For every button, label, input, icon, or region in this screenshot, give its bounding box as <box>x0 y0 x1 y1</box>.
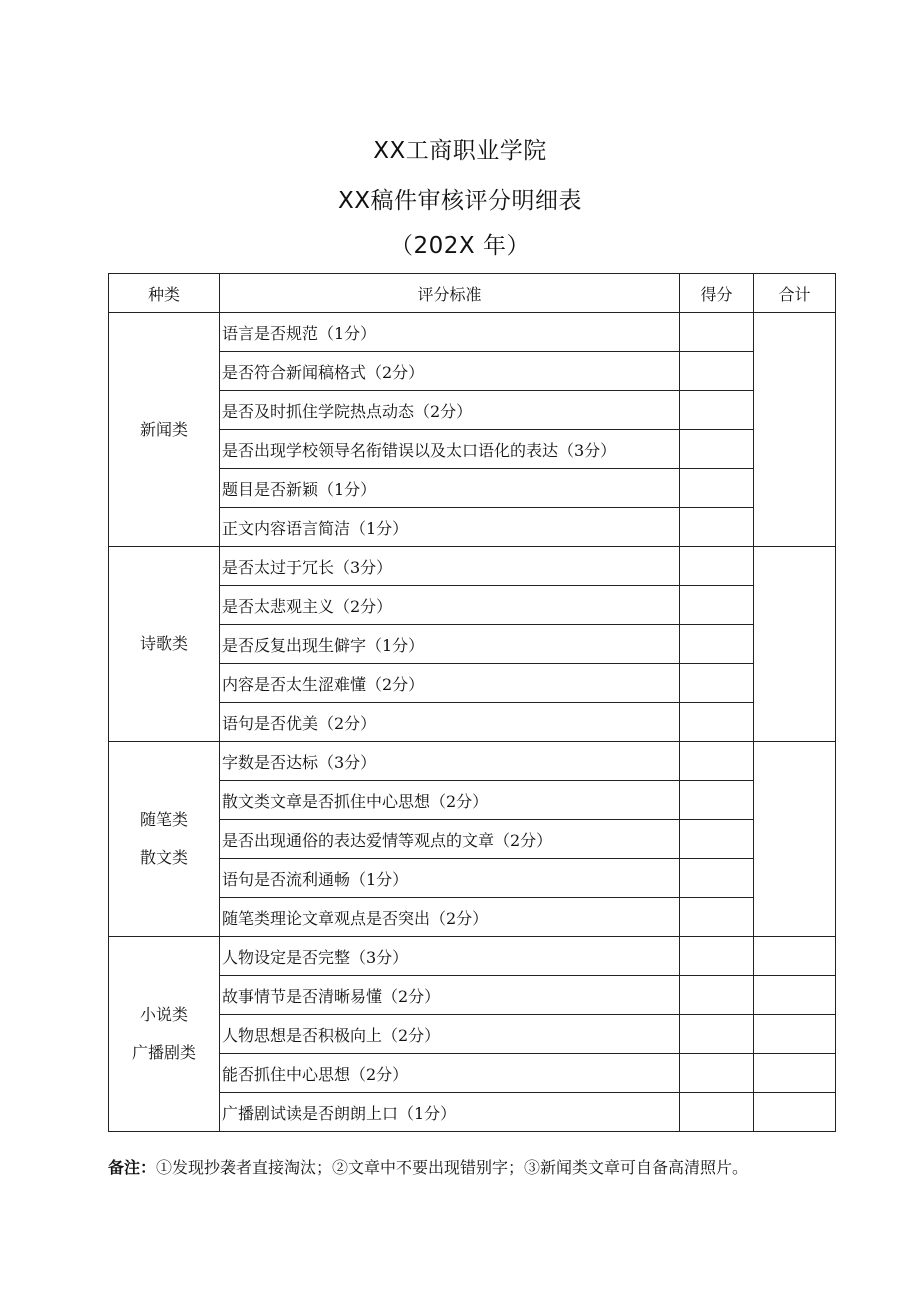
score-input-cell[interactable] <box>680 430 754 469</box>
remarks-label: 备注： <box>108 1158 157 1177</box>
category-label: 诗歌类 <box>139 634 188 653</box>
column-header-total: 合计 <box>754 274 836 313</box>
score-input-cell[interactable] <box>680 313 754 352</box>
score-input-cell[interactable] <box>680 1015 754 1054</box>
score-input-cell[interactable] <box>680 469 754 508</box>
score-input-cell[interactable] <box>680 937 754 976</box>
criterion-cell: 是否反复出现生僻字（1分） <box>220 625 680 664</box>
criterion-cell: 语句是否优美（2分） <box>220 703 680 742</box>
criterion-cell: 散文类文章是否抓住中心思想（2分） <box>220 781 680 820</box>
criterion-cell: 是否太悲观主义（2分） <box>220 586 680 625</box>
table-header-row <box>109 274 836 313</box>
criterion-cell: 随笔类理论文章观点是否突出（2分） <box>220 898 680 937</box>
criterion-cell: 广播剧试读是否朗朗上口（1分） <box>220 1093 680 1132</box>
category-cell <box>109 742 220 937</box>
category-cell <box>109 313 220 547</box>
criterion-cell: 人物思想是否积极向上（2分） <box>220 1015 680 1054</box>
category-cell <box>109 547 220 742</box>
score-input-cell[interactable] <box>680 781 754 820</box>
document-title: XX稿件审核评分明细表 <box>337 188 582 214</box>
total-input-cell[interactable] <box>754 1015 836 1054</box>
score-table-body <box>109 313 836 1132</box>
table-row <box>109 313 836 352</box>
score-input-cell[interactable] <box>680 742 754 781</box>
institution-title: XX工商职业学院 <box>373 138 547 164</box>
score-input-cell[interactable] <box>680 508 754 547</box>
column-header-score: 得分 <box>680 274 754 313</box>
column-header-criteria: 评分标准 <box>220 274 680 313</box>
criterion-cell: 内容是否太生涩难懂（2分） <box>220 664 680 703</box>
table-row <box>109 937 836 976</box>
score-input-cell[interactable] <box>680 820 754 859</box>
category-label: 新闻类 <box>139 419 188 439</box>
score-table <box>108 273 836 1132</box>
total-input-cell[interactable] <box>754 313 836 547</box>
total-input-cell[interactable] <box>754 1093 836 1132</box>
criterion-cell: 是否符合新闻稿格式（2分） <box>220 352 680 391</box>
category-label: 广播剧类 <box>131 1043 196 1062</box>
total-input-cell[interactable] <box>754 547 836 742</box>
criterion-cell: 语言是否规范（1分） <box>220 313 680 352</box>
score-input-cell[interactable] <box>680 352 754 391</box>
score-input-cell[interactable] <box>680 976 754 1015</box>
score-input-cell[interactable] <box>680 703 754 742</box>
category-cell <box>109 937 220 1132</box>
score-input-cell[interactable] <box>680 1093 754 1132</box>
criterion-cell: 是否太过于冗长（3分） <box>220 547 680 586</box>
score-input-cell[interactable] <box>680 898 754 937</box>
score-input-cell[interactable] <box>680 1054 754 1093</box>
criterion-cell: 是否出现通俗的表达爱情等观点的文章（2分） <box>220 820 680 859</box>
remarks <box>108 1152 828 1184</box>
score-input-cell[interactable] <box>680 391 754 430</box>
category-label: 随笔类 <box>139 810 188 829</box>
criterion-cell: 能否抓住中心思想（2分） <box>220 1054 680 1093</box>
score-input-cell[interactable] <box>680 664 754 703</box>
criterion-cell: 字数是否达标（3分） <box>220 742 680 781</box>
total-input-cell[interactable] <box>754 742 836 937</box>
total-input-cell[interactable] <box>754 937 836 976</box>
score-input-cell[interactable] <box>680 859 754 898</box>
criterion-cell: 故事情节是否清晰易懂（2分） <box>220 976 680 1015</box>
criterion-cell: 人物设定是否完整（3分） <box>220 937 680 976</box>
table-row <box>109 547 836 586</box>
score-input-cell[interactable] <box>680 547 754 586</box>
category-label: 散文类 <box>139 848 188 867</box>
column-header-category: 种类 <box>109 274 220 313</box>
category-label: 小说类 <box>139 1005 188 1024</box>
score-input-cell[interactable] <box>680 586 754 625</box>
year-subtitle: （202X 年） <box>390 233 530 259</box>
total-input-cell[interactable] <box>754 1054 836 1093</box>
criterion-cell: 语句是否流利通畅（1分） <box>220 859 680 898</box>
criterion-cell: 正文内容语言简洁（1分） <box>220 508 680 547</box>
table-row <box>109 742 836 781</box>
criterion-cell: 是否及时抓住学院热点动态（2分） <box>220 391 680 430</box>
criterion-cell: 是否出现学校领导名衔错误以及太口语化的表达（3分） <box>220 430 680 469</box>
total-input-cell[interactable] <box>754 976 836 1015</box>
remarks-text: ①发现抄袭者直接淘汰；②文章中不要出现错别字；③新闻类文章可自备高清照片。 <box>156 1158 749 1177</box>
criterion-cell: 题目是否新颖（1分） <box>220 469 680 508</box>
score-input-cell[interactable] <box>680 625 754 664</box>
